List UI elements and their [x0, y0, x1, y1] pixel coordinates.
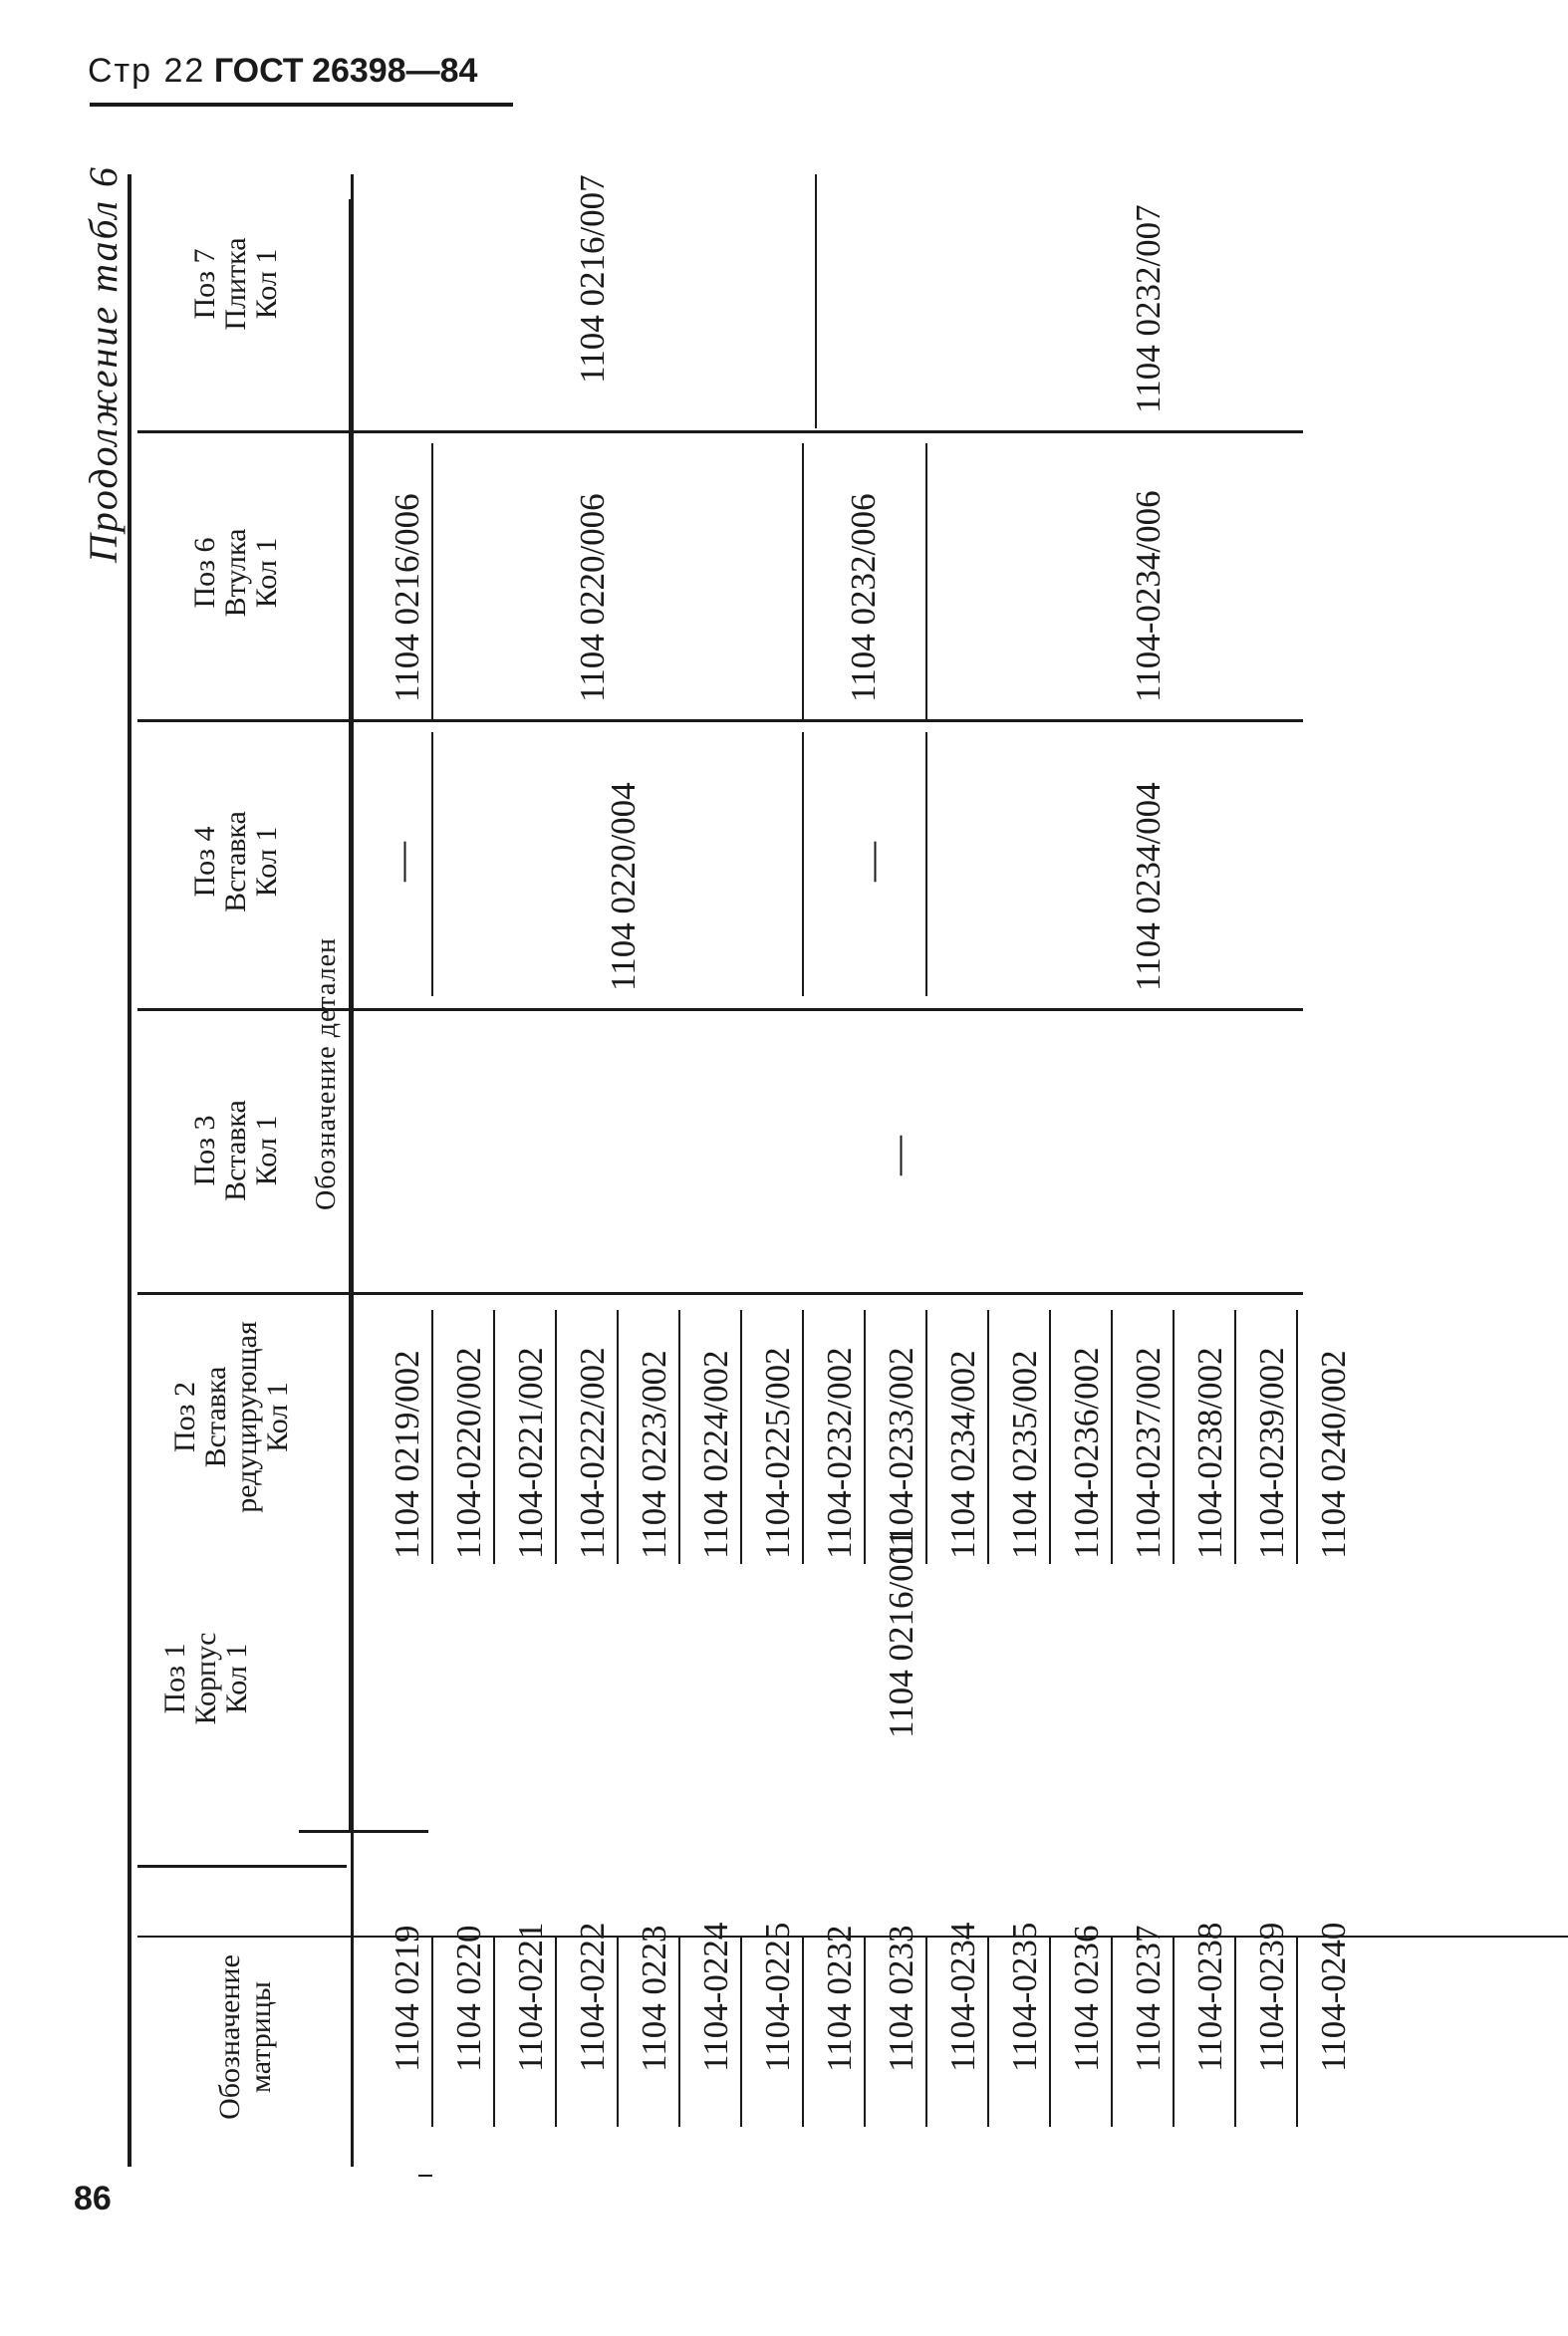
matrix-cell: 1104 0219 [388, 1925, 426, 2072]
pos2-cell: 1104-0232/002 [820, 1347, 859, 1559]
matrix-cell: 1104 0236 [1067, 1925, 1106, 2072]
pos7-cell: 1104 0216/007 [573, 174, 612, 384]
pos6-cell: 1104-0234/006 [1129, 490, 1168, 702]
matrix-cell: 1104 0232 [820, 1925, 859, 2072]
header-prefix: Стр 22 [88, 52, 206, 90]
matrix-cell: 1104-0225 [758, 1922, 797, 2072]
matrix-cell: 1104-0224 [696, 1922, 735, 2072]
header-pos2-line: Кол 1 [261, 1382, 294, 1452]
header-pos6-line: Поз 6 [188, 537, 221, 609]
header-pos2-line: Вставка [199, 1366, 232, 1468]
matrix-cell: 1104-0240 [1314, 1922, 1353, 2072]
header-pos3-line: Кол 1 [250, 1115, 283, 1186]
pos2-cell: 1104 0224/002 [696, 1350, 735, 1559]
details-subheader: Обозначение детален [311, 936, 342, 1210]
header-pos2-line: редуцирующая [230, 1321, 263, 1513]
header-pos4-line: Вставка [219, 811, 252, 912]
header-pos3-line: Поз 3 [188, 1115, 221, 1186]
matrix-cell: 1104 0233 [882, 1925, 920, 2072]
pos1-cell: 1104 0216/001 [882, 1529, 920, 1738]
pos2-cell: 1104-0238/002 [1190, 1347, 1229, 1559]
header-pos1-line: Корпус [189, 1632, 222, 1725]
pos6-cell: 1104 0216/006 [388, 493, 426, 702]
header-pos3 [189, 1051, 282, 1250]
header-pos3-line: Вставка [219, 1100, 252, 1201]
header-pos7-line: Плитка [219, 237, 252, 331]
header-pos6-line: Втулка [219, 528, 252, 618]
pos4-cell: 1104 0234/004 [1129, 782, 1168, 991]
matrix-cell: 1104 0237 [1129, 1925, 1168, 2072]
pos2-cell: 1104-0225/002 [758, 1347, 797, 1559]
matrix-cell: 1104-0222 [573, 1922, 612, 2072]
header-matrix-line: матрицы [244, 1980, 277, 2094]
pos2-cell: 1104-0233/002 [882, 1347, 920, 1559]
matrix-cell: 1104-0234 [943, 1922, 982, 2072]
header-pos7-line: Поз 7 [188, 248, 221, 320]
header-pos6-line: Кол 1 [250, 537, 283, 609]
header-rule [90, 103, 513, 107]
matrix-cell: 1104 0220 [449, 1925, 488, 2072]
header-matrix [214, 1938, 276, 2137]
pos2-cell: 1104 0219/002 [388, 1350, 426, 1559]
pos2-cell: 1104-0221/002 [511, 1347, 550, 1559]
pos6-cell: 1104 0220/006 [573, 493, 612, 702]
matrix-cell: 1104-0221 [511, 1922, 550, 2072]
table-top-rule [128, 174, 131, 2167]
pos2-cell: 1104 0240/002 [1314, 1350, 1353, 1559]
header-pos4-line: Кол 1 [250, 826, 283, 898]
header-pos7 [189, 184, 282, 384]
matrix-cell: 1104 0223 [635, 1925, 673, 2072]
header-pos6 [189, 473, 282, 672]
header-number: 26398—84 [312, 52, 478, 90]
pos7-cell: 1104 0232/007 [1129, 204, 1168, 413]
header-pos1-line: Кол 1 [220, 1643, 253, 1714]
pos3-cell: — [875, 1136, 919, 1175]
matrix-cell: 1104-0239 [1252, 1922, 1291, 2072]
pos2-cell: 1104 0234/002 [943, 1350, 982, 1559]
header-matrix-line: Обозначение [213, 1954, 246, 2120]
matrix-cell: 1104-0235 [1005, 1922, 1044, 2072]
pos4-cell: — [379, 842, 423, 882]
table-caption: Продолжение табл 6 [81, 164, 126, 563]
pos2-cell: 1104 0235/002 [1005, 1350, 1044, 1559]
pos6-cell: 1104 0232/006 [844, 493, 883, 702]
header-standard: ГОСТ [213, 52, 304, 90]
header-pos4-line: Поз 4 [188, 826, 221, 898]
matrix-cell: 1104-0238 [1190, 1922, 1229, 2072]
pos2-cell: 1104-0239/002 [1252, 1347, 1291, 1559]
header-pos7-line: Кол 1 [250, 248, 283, 320]
page-number: 86 [74, 2180, 112, 2217]
header-pos2-line: Поз 2 [168, 1382, 201, 1453]
pos2-cell: 1104-0237/002 [1129, 1347, 1168, 1559]
pos2-cell: 1104-0236/002 [1067, 1347, 1106, 1559]
header-pos1-line: Поз 1 [158, 1643, 191, 1714]
header-pos1 [159, 1579, 252, 1778]
pos4-cell: — [849, 842, 894, 882]
pos4-cell: 1104 0220/004 [604, 782, 643, 991]
pos2-cell: 1104-0222/002 [573, 1347, 612, 1559]
header-bottom-rule [351, 174, 354, 2167]
header-pos2 [169, 1295, 293, 1539]
pos2-cell: 1104-0220/002 [449, 1347, 488, 1559]
header-pos4 [189, 762, 282, 961]
pos2-cell: 1104 0223/002 [635, 1350, 673, 1559]
page-header [88, 52, 477, 91]
